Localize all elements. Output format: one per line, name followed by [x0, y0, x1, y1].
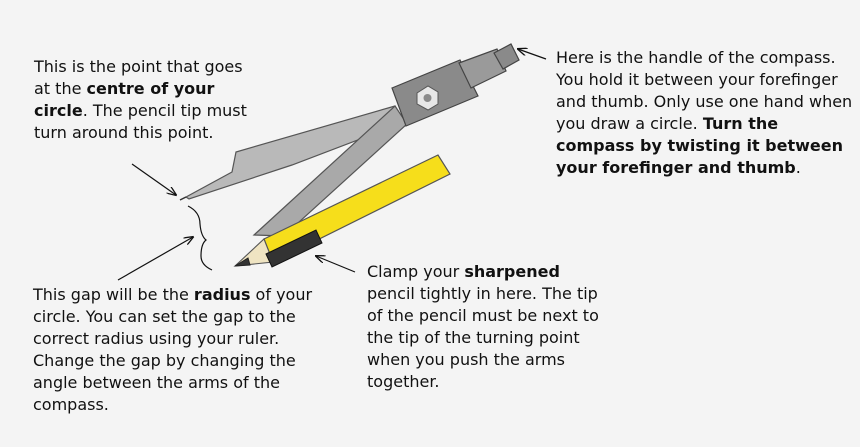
- callout-emphasis: radius: [193, 285, 251, 304]
- clamp-callout-arrow: [316, 256, 355, 272]
- compass-point-tip: [180, 197, 186, 200]
- clamp-callout: [367, 261, 607, 393]
- centre-point-callout: [34, 56, 254, 144]
- radius-gap-callout: [33, 284, 323, 416]
- callout-emphasis: sharpened: [464, 262, 560, 281]
- callout-emphasis: centre of your circle: [34, 79, 215, 120]
- gap-callout-arrow: [118, 237, 193, 280]
- handle-callout: [556, 47, 856, 179]
- callout-text: This gap will be the: [33, 285, 194, 304]
- handle-callout-arrow: [518, 49, 546, 59]
- callout-text: Clamp your: [367, 262, 465, 281]
- callout-emphasis: Turn the compass by twisting it between your forefinger and thumb: [556, 114, 843, 177]
- callout-text: pencil tightly in here. The tip of the pencil must be next to the tip of the turning point when you push the arms together.: [367, 284, 599, 391]
- callout-text: of your circle. You can set the gap to the correct radius using your ruler. Change the gap by changing the angle between the arms of the compass.: [33, 285, 313, 414]
- callout-text: .: [795, 158, 801, 177]
- callout-text: Here is the handle of the compass. You hold it between your forefinger and thumb. Only use one hand when you draw a circle.: [556, 48, 853, 133]
- callout-text: This is the point that goes at the: [34, 57, 243, 98]
- callout-text: . The pencil tip must turn around this point.: [34, 101, 247, 142]
- point-callout-arrow: [132, 164, 176, 195]
